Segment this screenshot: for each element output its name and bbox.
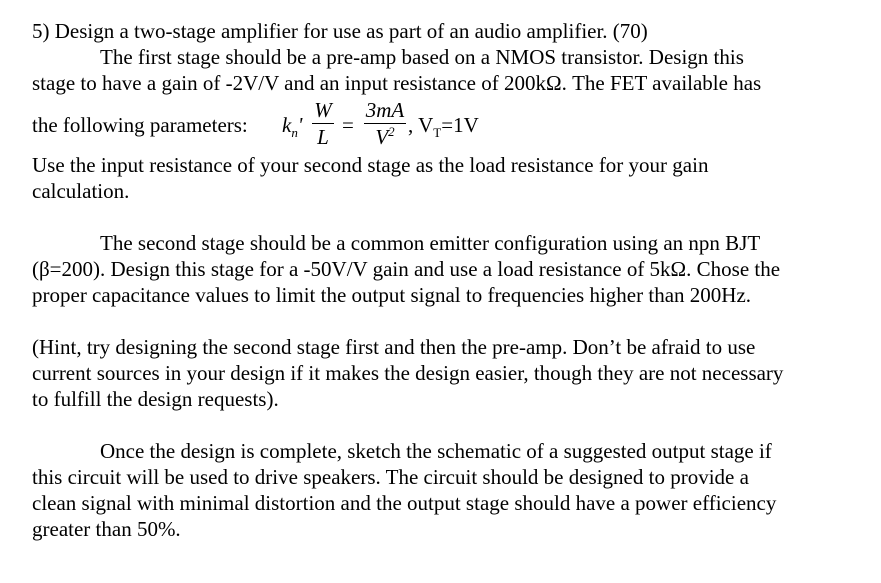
kn-prime: ': [297, 113, 303, 137]
fraction-numerator-w: W: [314, 98, 332, 122]
fraction-numerator-3ma: 3mA: [365, 98, 405, 122]
hint-line-1: (Hint, try designing the second stage first and then the pre-amp. Don’t be afraid to use: [32, 335, 756, 359]
fraction-denominator-l: L: [317, 125, 329, 149]
fraction-denominator-v: V: [375, 125, 389, 149]
fraction-bar: [364, 123, 406, 124]
kn-letter: k: [282, 113, 292, 137]
vt-subscript: T: [433, 125, 442, 141]
equals-sign: =: [342, 113, 354, 137]
hint-line-2: current sources in your design if it makes the design easier, though they are not necessary: [32, 361, 784, 385]
paragraph-2-line-2: (β=200). Design this stage for a -50V/V gain and use a load resistance of 5kΩ. Chose the: [32, 257, 781, 281]
w-over-l-fraction: [312, 98, 334, 149]
paragraph-1-line-2: stage to have a gain of -2V/V and an input resistance of 200kΩ. The FET available has: [32, 71, 762, 95]
fraction-denominator-v2: [364, 125, 406, 149]
paragraph-4-line-2: this circuit will be used to drive speakers. The circuit should be designed to provide a: [32, 465, 749, 489]
paragraph-2-line-1: The second stage should be a common emitter configuration using an npn BJT: [100, 231, 761, 255]
parameter-formula-line: [32, 96, 862, 152]
paragraph-spacer: [32, 412, 862, 438]
fraction-denominator-exponent: 2: [388, 124, 395, 139]
vt-prefix: , V: [408, 113, 434, 137]
paragraph-4-line-3: clean signal with minimal distortion and the output stage should have a power efficiency: [32, 491, 777, 515]
problem-heading: 5) Design a two-stage amplifier for use as part of an audio amplifier. (70): [32, 19, 648, 43]
parameters-lead-text: the following parameters:: [32, 113, 248, 137]
problem-text: [32, 18, 862, 542]
paragraph-spacer: [32, 308, 862, 334]
vt-value: =1V: [441, 113, 479, 137]
paragraph-4-line-1: Once the design is complete, sketch the schematic of a suggested output stage if: [100, 439, 772, 463]
paragraph-4-line-4: greater than 50%.: [32, 517, 181, 541]
ma-over-v2-fraction: [364, 98, 406, 149]
fraction-bar: [312, 123, 334, 124]
paragraph-1-line-4: Use the input resistance of your second stage as the load resistance for your gain: [32, 153, 709, 177]
paragraph-1-line-5: calculation.: [32, 179, 130, 203]
hint-line-3: to fulfill the design requests).: [32, 387, 279, 411]
kn-symbol: [282, 112, 303, 141]
kn-subscript: n: [291, 125, 298, 141]
paragraph-spacer: [32, 204, 862, 230]
threshold-voltage-text: [408, 112, 479, 141]
paragraph-2-line-3: proper capacitance values to limit the output signal to frequencies higher than 200Hz.: [32, 283, 752, 307]
paragraph-1-line-1: The first stage should be a pre-amp based on a NMOS transistor. Design this: [100, 45, 744, 69]
